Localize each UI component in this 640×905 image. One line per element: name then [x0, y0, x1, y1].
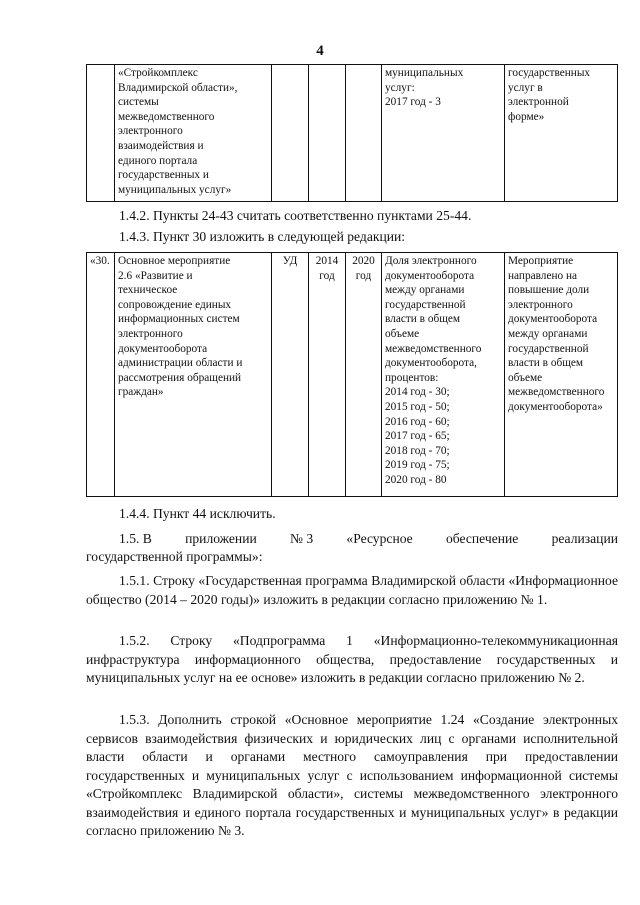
cell-line: межведомственного	[385, 342, 482, 355]
cell-line: направлено на	[508, 269, 578, 282]
paragraph-1-4-4: 1.4.4. Пункт 44 исключить.	[119, 506, 276, 521]
cell-line: форме»	[508, 110, 545, 123]
page-number: 4	[316, 43, 324, 59]
cell-line: 2017 год - 65;	[385, 430, 450, 443]
cell-line: муниципальных	[385, 67, 464, 79]
cell-line: сопровождение единых	[118, 298, 232, 311]
cell-line: документооборота	[385, 269, 475, 282]
cell-line: 2017 год - 3	[385, 96, 441, 109]
cell-end	[346, 253, 382, 497]
cell-line: электронной	[508, 96, 569, 109]
cell-line: процентов:	[385, 371, 439, 384]
cell-end	[346, 65, 382, 202]
cell-line: год	[319, 269, 335, 282]
word: приложении	[185, 531, 257, 546]
cell-line: объеме	[508, 371, 543, 384]
item-30-table	[86, 252, 618, 497]
table-row	[87, 65, 618, 202]
cell-line: Мероприятие	[508, 255, 574, 267]
word: 1.5. В	[119, 531, 152, 546]
cell-line: 2020	[352, 255, 375, 267]
cell-line: 2019 год - 75;	[385, 459, 450, 472]
cell-line: государственных и	[118, 169, 209, 182]
cell-line: объеме	[385, 327, 420, 340]
cell-line: 2014 год - 30;	[385, 386, 450, 399]
word: № 3	[290, 531, 314, 546]
table-row	[87, 253, 618, 497]
word: обеспечение	[445, 531, 519, 546]
paragraph-1-5-1: 1.5.1. Строку «Государственная программа Владимирской области «Информационное общество (2014 – 2020 годы)» изложить в редакции согласно приложению № 1.	[86, 573, 618, 607]
paragraph-1-5-line2: государственной программы»:	[86, 549, 263, 564]
cell-line: 2015 год - 50;	[385, 400, 450, 413]
paragraph-1-4-2: 1.4.2. Пункты 24-43 считать соответственно пунктами 25-44.	[119, 208, 472, 223]
cell-line: услуг в	[508, 81, 543, 94]
cell-line: Владимирской области»,	[118, 81, 238, 94]
cell-line: между органами	[385, 284, 465, 297]
cell-note	[505, 253, 618, 497]
cell-line: электронного	[118, 327, 183, 340]
cell-number	[87, 65, 115, 202]
cell-name	[115, 253, 272, 497]
cell-line: техническое	[118, 284, 178, 297]
cell-line: услуг:	[385, 81, 415, 94]
cell-start	[309, 65, 346, 202]
cell-name	[115, 65, 272, 202]
cell-line: повышение доли	[508, 284, 590, 297]
cell-line: Доля электронного	[385, 255, 477, 267]
cell-line: 2.6 «Развитие и	[118, 269, 193, 282]
cell-line: электронного	[508, 298, 573, 311]
cell-line: год	[355, 269, 372, 282]
cell-line: Основное мероприятие	[118, 255, 231, 267]
cell-line: электронного	[118, 125, 183, 138]
cell-line: межведомственного	[508, 386, 605, 399]
continuation-table	[86, 64, 618, 202]
cell-line: системы	[118, 96, 159, 109]
cell-line: муниципальных услуг»	[118, 183, 232, 196]
cell-line: документооборота,	[385, 357, 477, 370]
cell-line: власти в общем	[385, 313, 461, 326]
cell-line: между органами	[508, 327, 588, 340]
cell-indicator	[382, 65, 505, 202]
cell-line: государственной	[385, 298, 466, 311]
cell-note	[505, 65, 618, 202]
cell-line: документооборота	[118, 342, 208, 355]
paragraph-1-5-3: 1.5.3. Дополнить строкой «Основное мероприятие 1.24 «Создание электронных сервисов взаимодействия физических и юридических лиц с органами исполнительной власти области и органами местного самоуправления при предоставлении государственных и муниципальных услуг с использованием информационной системы «Стройкомплекс Владимирской области», системы межведомственного электронного взаимодействия и единого портала государственных и муниципальных услуг» в редакции согласно приложению № 3.	[86, 712, 618, 838]
cell-line: граждан»	[118, 386, 164, 399]
cell-number: «30.	[87, 253, 115, 497]
paragraph-1-5-line1	[86, 530, 618, 549]
cell-line: 2018 год - 70;	[385, 444, 450, 457]
cell-indicator	[382, 253, 505, 497]
cell-line: «Стройкомплекс	[118, 67, 198, 79]
word: реализации	[551, 531, 618, 546]
cell-line: информационных систем	[118, 313, 240, 326]
cell-executor	[272, 65, 309, 202]
cell-line: 2020 год - 80	[385, 473, 447, 486]
paragraph-1-5-2: 1.5.2. Строку «Подпрограмма 1 «Информационно-телекоммуникационная инфраструктура информационного общества, предоставление государственных и муниципальных услуг на ее основе» изложить в редакции согласно приложению № 2.	[86, 633, 618, 685]
cell-line: государственных	[508, 67, 591, 79]
cell-executor: УД	[272, 253, 309, 497]
cell-line: взаимодействия и	[118, 139, 204, 152]
paragraph-1-4-3: 1.4.3. Пункт 30 изложить в следующей редакции:	[119, 229, 406, 244]
word: «Ресурсное	[346, 531, 413, 546]
cell-line: единого портала	[118, 154, 198, 167]
cell-line: администрации области и	[118, 357, 243, 370]
cell-line: документооборота	[508, 313, 598, 326]
cell-line: 2016 год - 60;	[385, 415, 450, 428]
cell-line: межведомственного	[118, 110, 215, 123]
cell-line: государственной	[508, 342, 589, 355]
cell-line: рассмотрения обращений	[118, 371, 242, 384]
cell-line: документооборота»	[508, 400, 603, 413]
cell-line: власти в общем	[508, 357, 584, 370]
cell-line: 2014	[315, 255, 339, 267]
cell-start	[309, 253, 346, 497]
